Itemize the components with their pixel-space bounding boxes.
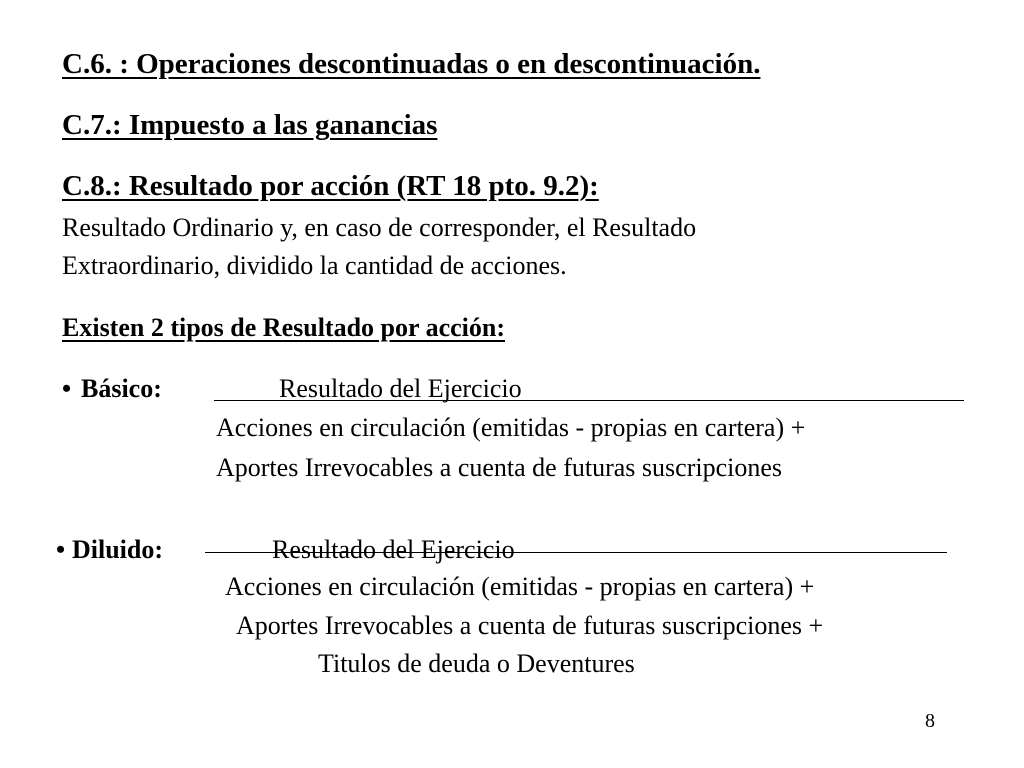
diluted-bullet: •	[56, 535, 66, 564]
basic-label: Básico:	[81, 374, 162, 403]
basic-denominator-line1: Acciones en circulación (emitidas - propias en cartera) +	[216, 413, 806, 442]
c8-description-line2: Extraordinario, dividido la cantidad de acciones.	[62, 251, 567, 280]
diluted-denominator-line2: Aportes Irrevocables a cuenta de futuras suscripciones +	[236, 611, 824, 640]
basic-numerator: Resultado del Ejercicio	[279, 374, 522, 403]
page-number: 8	[925, 710, 935, 732]
diluted-numerator: Resultado del Ejercicio	[272, 535, 515, 564]
heading-c6: C.6. : Operaciones descontinuadas o en descontinuación.	[62, 48, 761, 80]
basic-bullet: •	[62, 374, 72, 403]
diluted-label: Diluido:	[72, 535, 164, 564]
basic-fraction-line	[214, 400, 964, 401]
basic-denominator-line2: Aportes Irrevocables a cuenta de futuras suscripciones	[216, 453, 782, 482]
heading-c7: C.7.: Impuesto a las ganancias	[62, 109, 438, 141]
types-heading: Existen 2 tipos de Resultado por acción:	[62, 313, 505, 342]
diluted-denominator-line3: Titulos de deuda o Deventures	[318, 649, 635, 678]
heading-c8: C.8.: Resultado por acción (RT 18 pto. 9.2):	[62, 170, 599, 202]
diluted-denominator-line1: Acciones en circulación (emitidas - propias en cartera) +	[225, 572, 815, 601]
diluted-fraction-line	[205, 552, 947, 553]
c8-description-line1: Resultado Ordinario y, en caso de corresponder, el Resultado	[62, 213, 697, 242]
